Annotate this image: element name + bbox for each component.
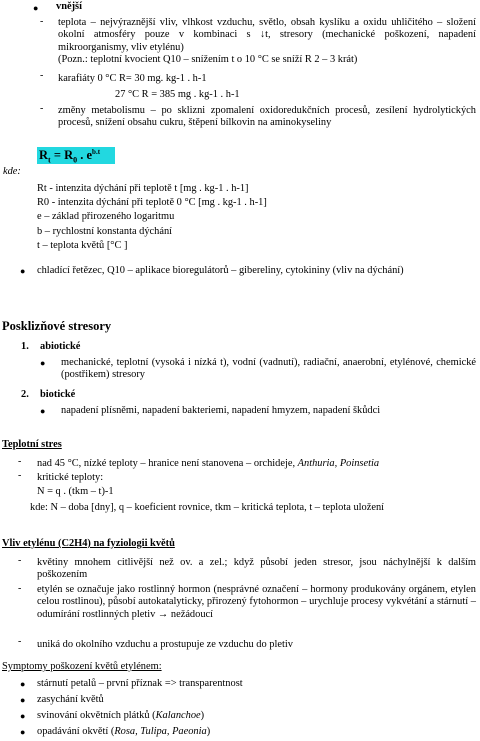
dash-icon: - [18,470,22,481]
heading-vnejsi: vnější [56,1,82,12]
heat-equation: N = q . (tkm – t)-1 [37,486,114,497]
note-q10: (Pozn.: teplotní kvocient Q10 – snížením t o 10 °C se sníží R 2 – 3 krát) [58,54,358,65]
dash-icon: - [18,555,22,566]
group-text-bioticke: napadení plísněmi, napadení bakteriemi, napadení hmyzem, napadení škůdci [61,405,381,416]
bullet-icon: ● [20,695,26,705]
group-num-2: 2. [21,389,29,400]
section-title-etylen: Vliv etylénu (C2H4) na fyziologii květů [2,538,175,549]
kde-line-t: t – teplota květů [°C ] [37,240,128,251]
bullet-icon: ● [20,727,26,737]
bullet-icon: ● [20,266,26,276]
kde-line-e: e – základ přirozeného logaritmu [37,211,175,222]
item-teplota: teplota – nejvýraznější vliv, vlhkost vzduchu, světlo, obsah kyslíku a oxidu uhličitého – složení okolní atmosféry pouze v kombinaci s ↓t, stresory (mechanické poškození, napadení mikroorganismy, vliv etylénu) [58,17,476,53]
formula-box: $R_t = R_0$ . $e^{b.t}$ [37,147,115,164]
kde-line-r0: R0 - intenzita dýchání při teplotě 0 °C [mg . kg-1 . h-1] [37,197,267,208]
group-text-abioticke: mechanické, teplotní (vysoká i nízká t), vodní (vadnutí), radiační, anaerobní, etylénové, chemické (postřikem) stresory [61,357,476,381]
dash-icon: - [18,456,22,467]
group-name-abioticke: abiotické [40,341,81,352]
group-num-1: 1. [21,341,29,352]
ethylene-item-2: etylén se označuje jako rostlinný hormon (nesprávné označení – hormony produkovány orgánem, etylen celou rostlinou), působí autokatalyticky, přirozený fytohormon – urychluje procesy vykvétání a stárnutí – odumírání rostlinných pletiv → nežádoucí [37,584,476,620]
dash-icon: - [40,70,44,81]
symptom-item: opadávání okvětí (Rosa, Tulipa, Paeonia) [37,726,211,737]
dash-icon: - [40,16,44,27]
ethylene-item-1: květiny mnohem citlivější než ov. a zel.; když působí jeden stresor, jsou náchylnější k dalším poškozením [37,557,476,581]
kde-line-b: b – rychlostní konstanta dýchání [37,226,173,237]
dash-icon: - [18,636,22,647]
bullet-icon: ● [20,679,26,689]
symptom-item: zasychání květů [37,694,104,705]
bullet-icon: ● [33,3,39,13]
heat-kde: kde: N – doba [dny], q – koeficient rovnice, tkm – kritická teplota, t – teplota uložení [30,502,385,513]
symptom-item: svinování okvětních plátků (Kalanchoe) [37,710,205,721]
item-metabolismus: změny metabolismu – po sklizni zpomalení oxidoredukčních procesů, zesílení hydrolytických procesů, snížení obsahu cukru, štěpení bílkovin na aminokyseliny [58,105,476,129]
bullet-icon: ● [40,358,46,368]
ethylene-item-3: uniká do okolního vzduchu a prostupuje ze vzduchu do pletiv [37,639,293,650]
item-karafiaty-27: 27 °C R = 385 mg . kg-1 . h-1 [115,89,240,100]
item-cooling: chladící řetězec, Q10 – aplikace bioregulátorů – gibereliny, cytokininy (vliv na dýchání) [37,265,404,276]
item-karafiaty: karafiáty 0 °C R= 30 mg. kg-1 . h-1 [58,73,207,84]
section-title-posklizne: Posklizňové stresory [2,319,112,333]
group-name-bioticke: biotické [40,389,76,400]
section-title-teplotni-stres: Teplotní stres [2,439,62,450]
kde-label: kde: [3,166,21,177]
symptom-item: stárnutí petalů – první příznak => transparentnost [37,678,243,689]
heat-item-2: kritické teploty: [37,472,104,483]
kde-line-rt: Rt - intenzita dýchání při teplotě t [mg . kg-1 . h-1] [37,183,249,194]
section-title-symptomy: Symptomy poškození květů etylénem: [2,661,162,672]
bullet-icon: ● [40,406,46,416]
heat-item-1: nad 45 °C, nízké teploty – hranice není stanovena – orchideje, Anthuria, Poinsetia [37,458,380,469]
bullet-icon: ● [20,711,26,721]
dash-icon: - [40,103,44,114]
dash-icon: - [18,583,22,594]
